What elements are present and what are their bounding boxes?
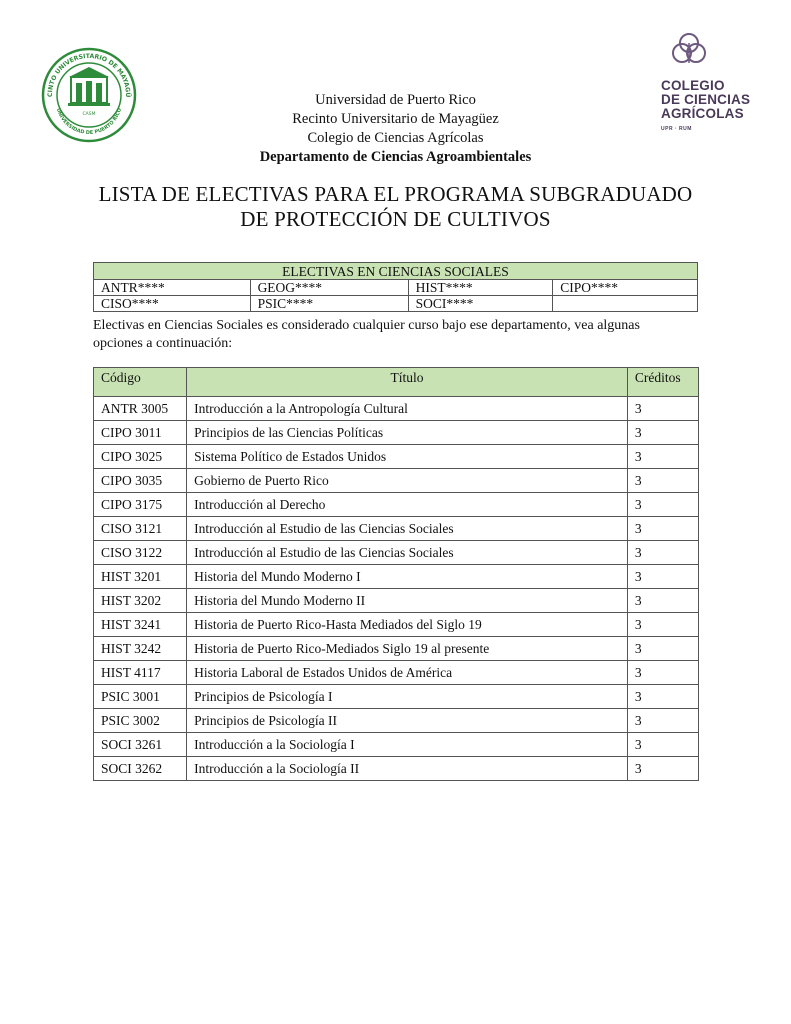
leaf-emblem-icon (661, 29, 756, 77)
logo-line-2: DE CIENCIAS (661, 92, 751, 107)
course-row (94, 637, 699, 661)
course-row (94, 493, 699, 517)
title-line-1: LISTA DE ELECTIVAS PARA EL PROGRAMA SUBGRADUADO (98, 182, 693, 206)
course-code: HIST 3242 (94, 637, 187, 661)
course-row (94, 469, 699, 493)
course-code: HIST 3202 (94, 589, 187, 613)
prefix-cell: GEOG**** (250, 280, 408, 296)
course-credits: 3 (627, 685, 698, 709)
course-code: CIPO 3035 (94, 469, 187, 493)
course-row (94, 661, 699, 685)
svg-text:CASM: CASM (82, 112, 96, 117)
courses-table (93, 367, 699, 781)
course-code: PSIC 3002 (94, 709, 187, 733)
header-title: Título (187, 368, 628, 397)
course-code: CIPO 3175 (94, 493, 187, 517)
course-row (94, 517, 699, 541)
course-credits: 3 (627, 469, 698, 493)
course-row (94, 565, 699, 589)
header-college: Colegio de Ciencias Agrícolas (307, 130, 484, 146)
header-department: Departamento de Ciencias Agroambientales (259, 149, 532, 165)
course-code: CIPO 3011 (94, 421, 187, 445)
electives-note (93, 317, 703, 353)
document-title (0, 182, 791, 232)
course-title: Introducción al Estudio de las Ciencias Sociales (187, 541, 628, 565)
course-title: Historia del Mundo Moderno II (187, 589, 628, 613)
prefix-row (94, 296, 698, 312)
course-title: Introducción al Estudio de las Ciencias Sociales (187, 517, 628, 541)
course-title: Sistema Político de Estados Unidos (187, 445, 628, 469)
header-university: Universidad de Puerto Rico (315, 92, 476, 108)
course-row (94, 757, 699, 781)
course-credits: 3 (627, 421, 698, 445)
course-credits: 3 (627, 493, 698, 517)
course-credits: 3 (627, 757, 698, 781)
course-credits: 3 (627, 397, 698, 421)
prefix-table-heading: ELECTIVAS EN CIENCIAS SOCIALES (94, 263, 698, 280)
note-line-2: opciones a continuación: (93, 336, 233, 351)
course-credits: 3 (627, 517, 698, 541)
course-title: Gobierno de Puerto Rico (187, 469, 628, 493)
header-code: Código (94, 368, 187, 397)
course-code: HIST 3241 (94, 613, 187, 637)
prefix-cell: HIST**** (408, 280, 553, 296)
header-campus: Recinto Universitario de Mayagüez (292, 111, 499, 127)
header-credits: Créditos (627, 368, 698, 397)
course-credits: 3 (627, 565, 698, 589)
prefix-cell: CIPO**** (553, 280, 698, 296)
note-line-1: Electivas en Ciencias Sociales es considerado cualquier curso bajo ese departamento, vea algunas (93, 318, 640, 333)
course-row (94, 733, 699, 757)
course-code: SOCI 3262 (94, 757, 187, 781)
course-row (94, 421, 699, 445)
course-credits: 3 (627, 613, 698, 637)
logo-line-3: AGRÍCOLAS (661, 106, 744, 121)
course-title: Historia de Puerto Rico-Hasta Mediados del Siglo 19 (187, 613, 628, 637)
institution-header (0, 91, 791, 167)
course-code: CISO 3121 (94, 517, 187, 541)
course-credits: 3 (627, 589, 698, 613)
course-credits: 3 (627, 445, 698, 469)
course-title: Historia del Mundo Moderno I (187, 565, 628, 589)
prefix-cell (553, 296, 698, 312)
course-title: Principios de las Ciencias Políticas (187, 421, 628, 445)
course-title: Introducción a la Antropología Cultural (187, 397, 628, 421)
course-row (94, 445, 699, 469)
prefix-table (93, 262, 698, 312)
course-title: Principios de Psicología II (187, 709, 628, 733)
course-credits: 3 (627, 661, 698, 685)
course-row (94, 541, 699, 565)
course-title: Introducción al Derecho (187, 493, 628, 517)
prefix-cell: ANTR**** (94, 280, 251, 296)
course-credits: 3 (627, 733, 698, 757)
courses-header-row (94, 368, 699, 397)
svg-text:UNIVERSIDAD DE PUERTO RICO: UNIVERSIDAD DE PUERTO RICO (54, 107, 124, 137)
course-credits: 3 (627, 709, 698, 733)
course-code: HIST 4117 (94, 661, 187, 685)
course-credits: 3 (627, 541, 698, 565)
course-code: ANTR 3005 (94, 397, 187, 421)
prefix-cell: PSIC**** (250, 296, 408, 312)
course-row (94, 397, 699, 421)
course-code: PSIC 3001 (94, 685, 187, 709)
course-row (94, 613, 699, 637)
course-row (94, 685, 699, 709)
logo-line-1: COLEGIO (661, 78, 725, 93)
course-code: CISO 3122 (94, 541, 187, 565)
course-title: Introducción a la Sociología I (187, 733, 628, 757)
course-title: Introducción a la Sociología II (187, 757, 628, 781)
courses-body (94, 397, 699, 781)
course-code: HIST 3201 (94, 565, 187, 589)
course-code: SOCI 3261 (94, 733, 187, 757)
course-row (94, 709, 699, 733)
title-line-2: DE PROTECCIÓN DE CULTIVOS (240, 207, 551, 231)
course-credits: 3 (627, 637, 698, 661)
prefix-row (94, 280, 698, 296)
prefix-cell: SOCI**** (408, 296, 553, 312)
course-row (94, 589, 699, 613)
logo-sub: UPR · RUM (661, 126, 692, 132)
course-title: Historia de Puerto Rico-Mediados Siglo 19 al presente (187, 637, 628, 661)
course-code: CIPO 3025 (94, 445, 187, 469)
svg-text:RECINTO UNIVERSITARIO DE MAYAG: CINTO UNIVERSITARIO DE MAYAGÜ (46, 52, 132, 98)
prefix-cell: CISO**** (94, 296, 251, 312)
course-title: Principios de Psicología I (187, 685, 628, 709)
course-title: Historia Laboral de Estados Unidos de América (187, 661, 628, 685)
